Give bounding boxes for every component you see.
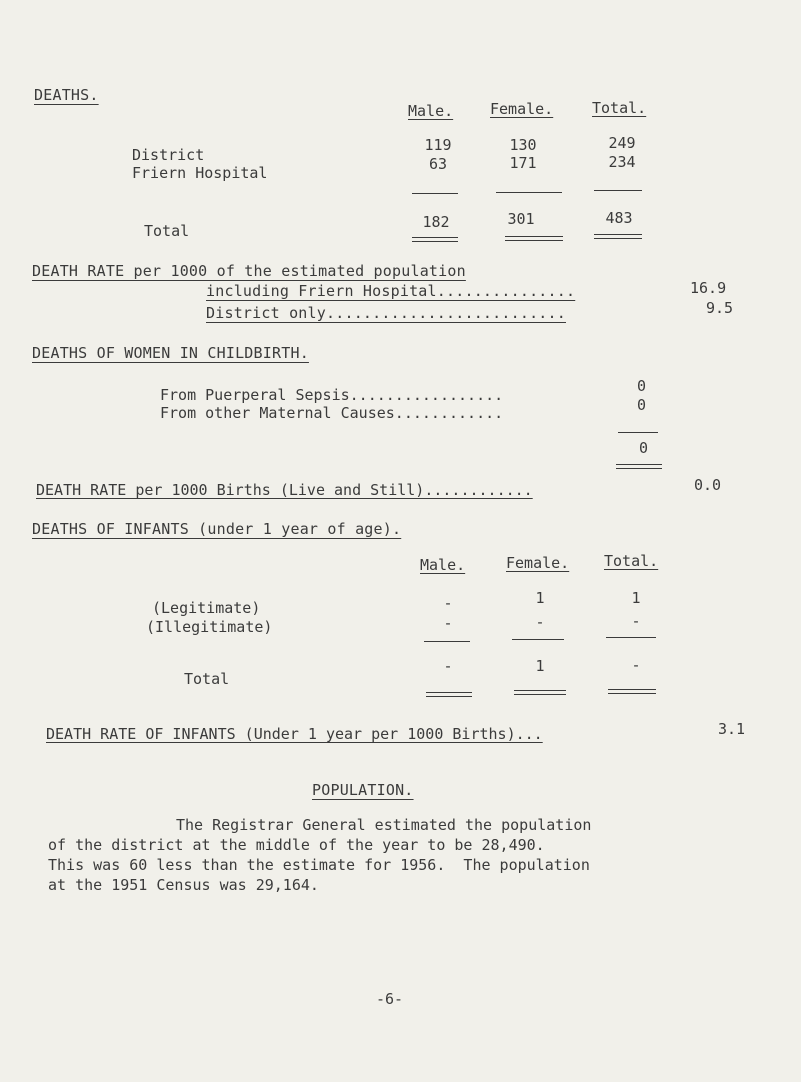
total-double-rule [426, 692, 472, 697]
total-double-rule [608, 689, 656, 694]
infants-row-label: (Illegitimate) [146, 618, 273, 636]
infants-row-total: 1 [631, 589, 641, 607]
infants-total-female: 1 [535, 657, 545, 675]
childbirth-total: 0 [639, 439, 649, 457]
childbirth-heading: DEATHS OF WOMEN IN CHILDBIRTH. [32, 344, 309, 362]
infants-total-total: - [631, 656, 641, 674]
total-double-rule [514, 690, 566, 695]
deaths-col-female: Female. [490, 100, 554, 118]
infants-col-male: Male. [420, 556, 466, 574]
deaths-row-female: 130 [509, 136, 537, 154]
population-text-line: The Registrar General estimated the population [176, 816, 592, 834]
deaths-col-total: Total. [592, 99, 647, 117]
subtotal-rule [512, 639, 564, 640]
infants-col-female: Female. [506, 554, 570, 572]
subtotal-rule [496, 192, 562, 193]
deaths-row-female: 171 [509, 154, 537, 172]
population-text-line: This was 60 less than the estimate for 1956. The population [48, 856, 590, 874]
childbirth-row-label: From Puerperal Sepsis................. [160, 386, 504, 404]
death-rate-line-district: District only.......................... [206, 304, 566, 322]
infant-rate-text: DEATH RATE OF INFANTS (Under 1 year per 1000 Births)... [46, 725, 543, 743]
deaths-row-male: 63 [428, 155, 448, 173]
death-rate-heading: DEATH RATE per 1000 of the estimated population [32, 262, 466, 280]
deaths-heading: DEATHS. [34, 86, 99, 104]
subtotal-rule [606, 637, 656, 638]
deaths-total-label: Total [144, 222, 190, 240]
deaths-row-total: 234 [608, 153, 636, 171]
subtotal-rule [412, 193, 458, 194]
infants-row-total: - [631, 612, 641, 630]
birth-rate-text: DEATH RATE per 1000 Births (Live and Still)............ [36, 481, 533, 499]
infants-total-male: - [443, 657, 453, 675]
deaths-row-label: District [132, 146, 205, 164]
birth-rate-value: 0.0 [694, 476, 722, 494]
infants-total-label: Total [184, 670, 230, 688]
childbirth-row-value: 0 [637, 396, 647, 414]
total-double-rule [412, 237, 458, 242]
infants-col-total: Total. [604, 552, 659, 570]
page-number: -6- [376, 990, 404, 1008]
total-double-rule [594, 234, 642, 239]
deaths-col-male: Male. [408, 102, 454, 120]
childbirth-row-value: 0 [637, 377, 647, 395]
birth-rate-label [36, 481, 533, 499]
infants-row-male: - [443, 614, 453, 632]
infants-row-female: - [535, 613, 545, 631]
population-text-line: at the 1951 Census was 29,164. [48, 876, 319, 894]
subtotal-rule [618, 432, 658, 433]
death-rate-value-friern: 16.9 [690, 279, 727, 297]
death-rate-value-district: 9.5 [706, 299, 734, 317]
infants-row-female: 1 [535, 589, 545, 607]
subtotal-rule [594, 190, 642, 191]
total-double-rule [505, 236, 563, 241]
subtotal-rule [424, 641, 470, 642]
deaths-row-label: Friern Hospital [132, 164, 268, 182]
deaths-total-total: 483 [605, 209, 633, 227]
death-rate-line-friern: including Friern Hospital............... [206, 282, 576, 300]
total-double-rule [616, 464, 662, 469]
infants-row-label: (Legitimate) [152, 599, 261, 617]
population-text-line: of the district at the middle of the year to be 28,490. [48, 836, 545, 854]
infants-heading: DEATHS OF INFANTS (under 1 year of age). [32, 520, 402, 538]
deaths-row-total: 249 [608, 134, 636, 152]
deaths-total-female: 301 [507, 210, 535, 228]
childbirth-row-label: From other Maternal Causes............ [160, 404, 504, 422]
deaths-row-male: 119 [424, 136, 452, 154]
deaths-total-male: 182 [422, 213, 450, 231]
infant-rate-label [46, 725, 543, 743]
infant-rate-value: 3.1 [718, 720, 746, 738]
infants-row-male: - [443, 594, 453, 612]
population-heading: POPULATION. [312, 781, 414, 799]
